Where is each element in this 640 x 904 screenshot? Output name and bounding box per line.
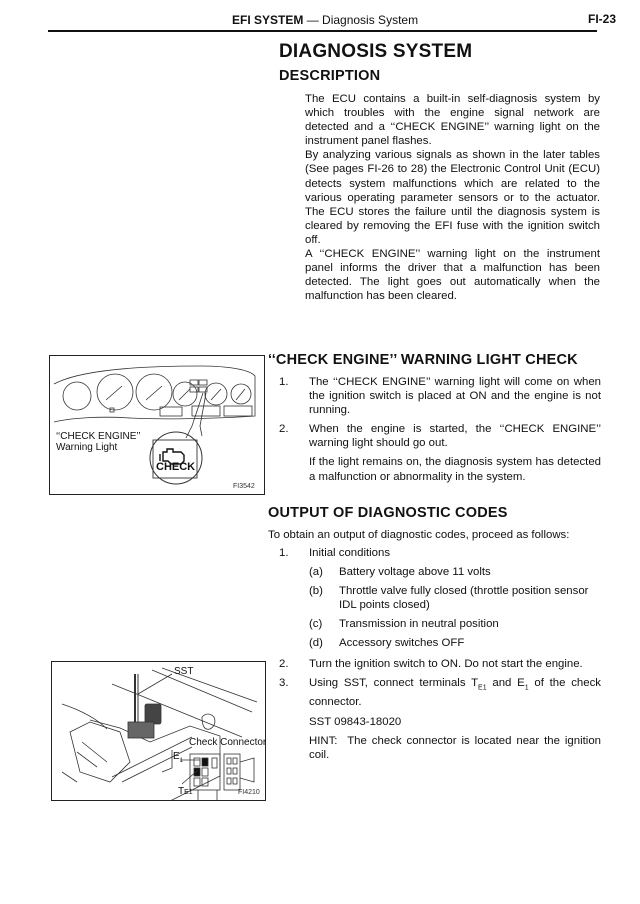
- warning-check-list: [279, 375, 601, 489]
- description-paragraph: A ‘‘CHECK ENGINE’’ warning light on the instrument panel informs the driver that a malfunction has been detected. The light goes out automatically when the malfunction has been cleared.: [305, 248, 600, 303]
- running-header: [232, 13, 418, 27]
- condition-item: [309, 565, 601, 579]
- condition-label: (c): [309, 618, 323, 631]
- description-body: [305, 92, 600, 303]
- te1-letter: T: [178, 786, 185, 797]
- te1-sub: E1: [184, 789, 193, 796]
- condition-label: (b): [309, 585, 323, 598]
- header-separator: —: [306, 13, 319, 27]
- warning-check-heading: ‘‘CHECK ENGINE’’ WARNING LIGHT CHECK: [268, 352, 578, 368]
- e1-letter: E: [173, 751, 180, 762]
- instrument-panel-illustration: [50, 356, 264, 494]
- item-text: The ‘‘CHECK ENGINE’’ warning light will come on when the ignition switch is placed at ON and the engine is not running.: [309, 376, 601, 417]
- condition-text: Battery voltage above 11 volts: [339, 566, 491, 579]
- conditions-list: [279, 565, 601, 650]
- e1-subscript: 1: [524, 684, 529, 692]
- item-number: 3.: [279, 677, 289, 690]
- figure1-id: FI3542: [233, 483, 255, 490]
- condition-item: [309, 617, 601, 631]
- check-connector-label: Check Connector: [189, 737, 267, 748]
- e1-label: [173, 751, 183, 767]
- list-item: [279, 676, 601, 709]
- page-number: FI-23: [588, 12, 617, 26]
- condition-label: (d): [309, 637, 323, 650]
- hint-label: HINT:: [309, 734, 338, 747]
- condition-text: Accessory switches OFF: [339, 637, 465, 650]
- condition-text: Transmission in neutral position: [339, 618, 499, 631]
- item-text: Turn the ignition switch to ON. Do not start the engine.: [309, 658, 583, 670]
- list-item: [279, 375, 601, 417]
- te1-label: [178, 786, 193, 798]
- figure2-id: FI4210: [238, 789, 260, 796]
- description-paragraph: By analyzing various signals as shown in the later tables (See pages FI-26 to 28) the Electronic Control Unit (ECU) detects system malfunctions which are related to the various operating parameter sensors or to the actuator. The ECU stores the failure until the diagnosis system is cleared by removing the EFI fuse with the ignition switch off.: [305, 149, 600, 246]
- page-title: DIAGNOSIS SYSTEM: [279, 41, 473, 62]
- step3-text-b: and E: [486, 677, 525, 690]
- step3-text-c: of the check connector.: [309, 677, 601, 709]
- e1-sub: 1: [179, 758, 184, 764]
- list-item: [279, 422, 601, 450]
- te1-subscript: E1: [478, 684, 487, 692]
- hint-text: The check connector is located near the ignition coil.: [309, 734, 602, 761]
- header-rule: [48, 30, 597, 32]
- description-heading: DESCRIPTION: [279, 68, 381, 84]
- engine-bay-illustration: [52, 662, 265, 800]
- output-codes-intro: To obtain an output of diagnostic codes, proceed as follows:: [268, 529, 570, 541]
- check-icon-label: CHECK: [156, 461, 196, 473]
- item-text: [309, 677, 601, 708]
- figure-check-engine-light: [49, 355, 265, 495]
- hint: [279, 734, 601, 762]
- output-codes-heading: OUTPUT OF DIAGNOSTIC CODES: [268, 505, 508, 521]
- output-codes-steps-continued: [279, 657, 601, 767]
- description-paragraph: The ECU contains a built-in self-diagnosis system by which troubles with the engine signal network are detected and a ‘‘CHECK ENGINE’’ warning light on the instrument panel flashes.: [305, 93, 600, 148]
- output-codes-steps: [279, 546, 601, 656]
- condition-item: [309, 584, 601, 612]
- item-number: 1.: [279, 376, 289, 388]
- sst-number: SST 09843-18020: [309, 715, 402, 728]
- condition-text: Throttle valve fully closed (throttle position sensor IDL points closed): [339, 585, 589, 612]
- item-text: Initial conditions: [309, 547, 391, 559]
- header-subsection: Diagnosis System: [322, 13, 419, 27]
- list-item: [279, 657, 601, 671]
- item-number: 2.: [279, 658, 289, 670]
- figure1-label-line2: Warning Light: [56, 442, 118, 453]
- step3-text-a: Using SST, connect terminals T: [309, 677, 479, 690]
- figure-check-connector: [51, 661, 266, 801]
- figure1-label-line1: ‘‘CHECK ENGINE’’: [56, 431, 141, 442]
- condition-label: (a): [309, 566, 323, 579]
- item-number: 1.: [279, 547, 289, 559]
- list-item: [279, 546, 601, 560]
- condition-item: [309, 636, 601, 650]
- sst-label: SST: [174, 666, 194, 677]
- warning-check-note: If the light remains on, the diagnosis system has detected a malfunction or abnormality in the system.: [309, 456, 601, 483]
- item-text: When the engine is started, the ‘‘CHECK ENGINE’’ warning light should go out.: [309, 423, 601, 450]
- header-section: EFI SYSTEM: [232, 13, 304, 27]
- item-number: 2.: [279, 423, 289, 436]
